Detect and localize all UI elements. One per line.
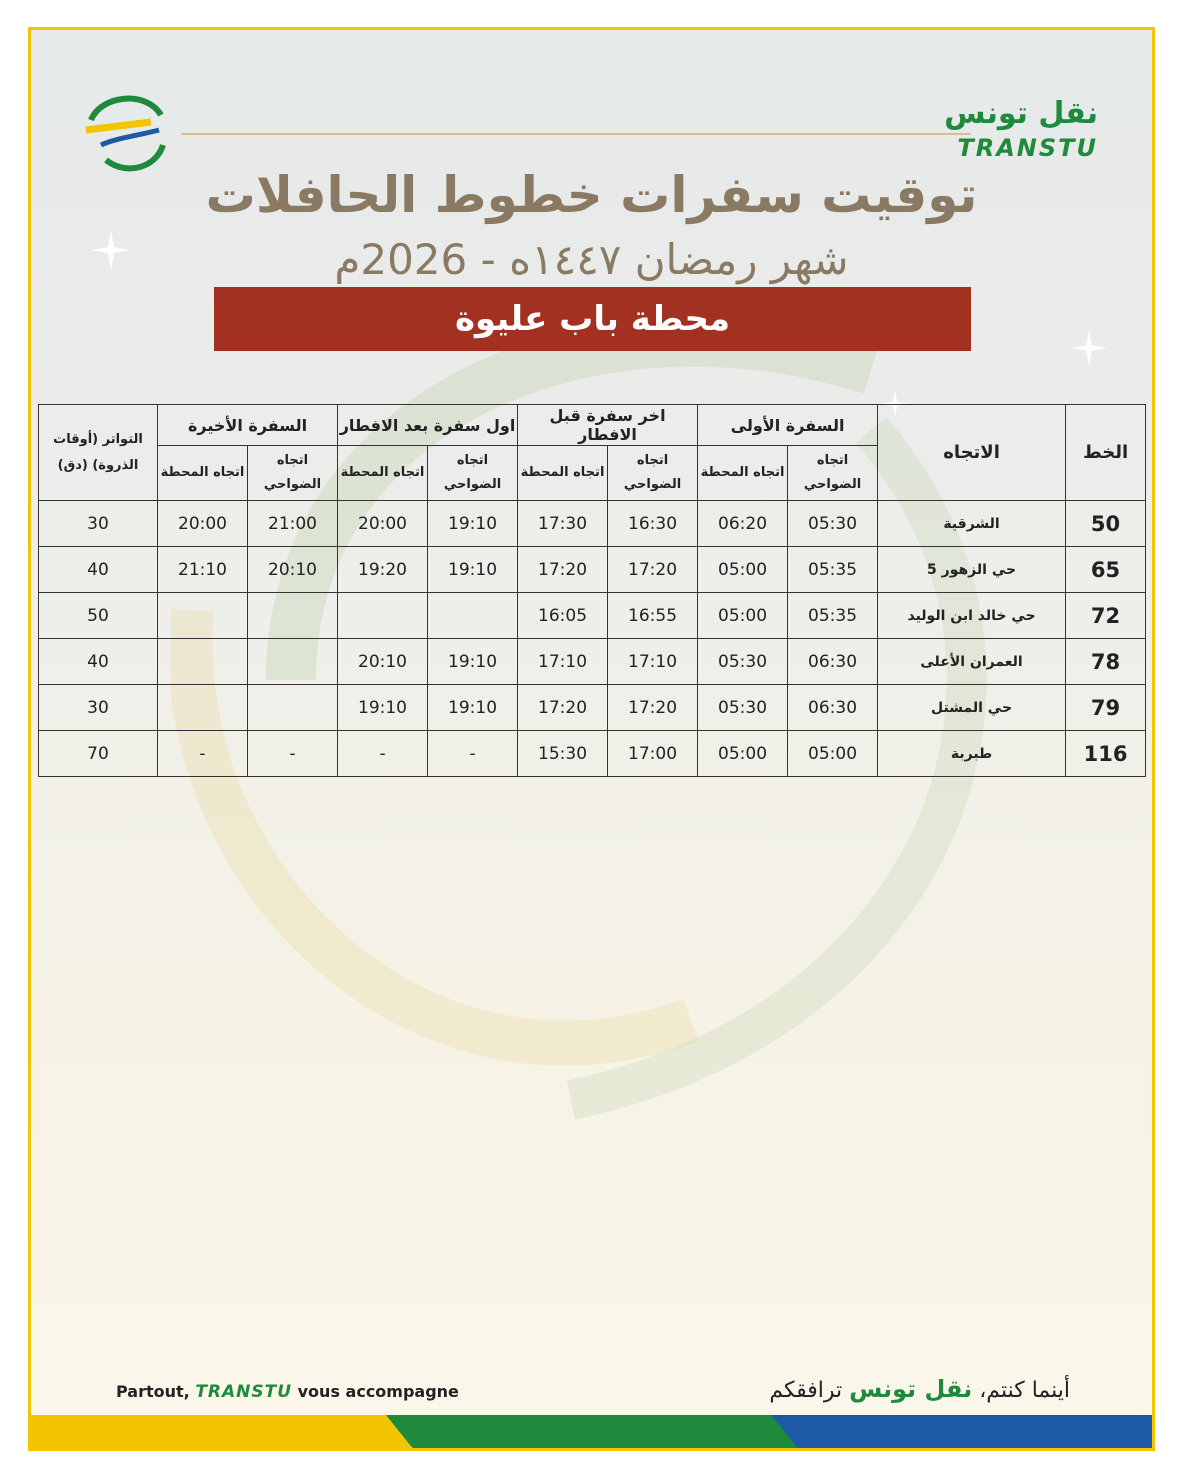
departure-time (248, 593, 338, 639)
footer-ar-brand: نقل تونس (849, 1375, 973, 1403)
departure-time: 20:10 (248, 547, 338, 593)
footer-fr-prefix: Partout, (116, 1382, 190, 1401)
subheader-station: اتجاه المحطة (158, 446, 248, 501)
footer-ar-prefix: أينما كنتم، (979, 1378, 1070, 1403)
departure-time (248, 685, 338, 731)
table-row (39, 501, 1146, 547)
departure-time (338, 593, 428, 639)
line-number: 72 (1066, 593, 1146, 639)
departure-time: 05:00 (698, 547, 788, 593)
table-row (39, 593, 1146, 639)
table-row (39, 639, 1146, 685)
sparkle-icon (1071, 330, 1107, 366)
departure-time: 06:30 (788, 685, 878, 731)
header-rule (181, 133, 971, 135)
table-row (39, 547, 1146, 593)
departure-time: 17:20 (518, 685, 608, 731)
departure-time: 05:30 (698, 639, 788, 685)
footer-fr-brand: TRANSTU (195, 1382, 293, 1402)
footer-slogan-fr (116, 1382, 459, 1402)
footer-slogan-ar (769, 1375, 1070, 1403)
frequency-value: 40 (39, 547, 158, 593)
line-number: 50 (1066, 501, 1146, 547)
header-group: السفرة الأخيرة (158, 405, 338, 446)
frequency-value: 40 (39, 639, 158, 685)
header-group: السفرة الأولى (698, 405, 878, 446)
departure-time: 20:00 (338, 501, 428, 547)
departure-time (428, 593, 518, 639)
line-number: 79 (1066, 685, 1146, 731)
subheader-station: اتجاه المحطة (338, 446, 428, 501)
departure-time: 21:10 (158, 547, 248, 593)
departure-time: 16:05 (518, 593, 608, 639)
departure-time: 05:35 (788, 593, 878, 639)
departure-time: - (158, 731, 248, 777)
direction-name: طبربة (878, 731, 1066, 777)
departure-time: 17:10 (608, 639, 698, 685)
departure-time: 17:20 (518, 547, 608, 593)
subheader-station: اتجاه المحطة (518, 446, 608, 501)
brand-latin: TRANSTU (957, 134, 1098, 162)
subheader-suburbs: اتجاه الضواحي (608, 446, 698, 501)
line-number: 65 (1066, 547, 1146, 593)
departure-time: 19:10 (428, 501, 518, 547)
footer-stripe-blue (771, 1415, 1152, 1448)
header-direction: الاتجاه (878, 405, 1066, 501)
departure-time: 20:10 (338, 639, 428, 685)
footer-fr-suffix: vous accompagne (297, 1382, 459, 1401)
departure-time (158, 639, 248, 685)
table-row (39, 685, 1146, 731)
poster (28, 27, 1155, 1451)
frequency-value: 30 (39, 501, 158, 547)
header-frequency: التواتر (أوقات الذروة) (دق) (39, 405, 158, 501)
table-row (39, 731, 1146, 777)
departure-time: - (428, 731, 518, 777)
departure-time: 19:10 (428, 639, 518, 685)
footer-ar-suffix: ترافقكم (769, 1378, 843, 1403)
subheader-station: اتجاه المحطة (698, 446, 788, 501)
departure-time: 06:30 (788, 639, 878, 685)
departure-time: 05:30 (698, 685, 788, 731)
departure-time: 17:10 (518, 639, 608, 685)
page-subtitle: شهر رمضان ١٤٤٧ه - 2026م (334, 235, 849, 284)
departure-time: 17:20 (608, 685, 698, 731)
station-name: محطة باب عليوة (454, 299, 731, 339)
page-title: توقيت سفرات خطوط الحافلات (205, 166, 978, 224)
departure-time: - (338, 731, 428, 777)
departure-time: 19:10 (428, 547, 518, 593)
departure-time: 06:20 (698, 501, 788, 547)
departure-time: 05:00 (698, 593, 788, 639)
departure-time: 15:30 (518, 731, 608, 777)
departure-time (158, 593, 248, 639)
departure-time: 20:00 (158, 501, 248, 547)
header-group: اول سفرة بعد الافطار (338, 405, 518, 446)
departure-time: 16:55 (608, 593, 698, 639)
frequency-value: 30 (39, 685, 158, 731)
departure-time: 05:00 (788, 731, 878, 777)
footer-stripe-yellow (31, 1415, 411, 1448)
departure-time: - (248, 731, 338, 777)
departure-time: 16:30 (608, 501, 698, 547)
departure-time: 17:00 (608, 731, 698, 777)
departure-time: 05:30 (788, 501, 878, 547)
departure-time: 19:10 (338, 685, 428, 731)
departure-time: 21:00 (248, 501, 338, 547)
departure-time: 17:30 (518, 501, 608, 547)
direction-name: حي المشتل (878, 685, 1066, 731)
departure-time: 19:20 (338, 547, 428, 593)
header-group: اخر سفرة قبل الافطار (518, 405, 698, 446)
line-number: 78 (1066, 639, 1146, 685)
brand-arabic: نقل تونس (944, 96, 1098, 131)
subheader-suburbs: اتجاه الضواحي (428, 446, 518, 501)
footer-stripe-green (386, 1415, 826, 1448)
departure-time: 05:35 (788, 547, 878, 593)
direction-name: حي الزهور 5 (878, 547, 1066, 593)
departure-time: 19:10 (428, 685, 518, 731)
line-number: 116 (1066, 731, 1146, 777)
frequency-value: 70 (39, 731, 158, 777)
departure-time (158, 685, 248, 731)
subheader-suburbs: اتجاه الضواحي (248, 446, 338, 501)
direction-name: الشرقية (878, 501, 1066, 547)
transtu-emblem-icon (81, 90, 167, 176)
direction-name: حي خالد ابن الوليد (878, 593, 1066, 639)
departure-time: 17:20 (608, 547, 698, 593)
header-line: الخط (1066, 405, 1146, 501)
subheader-suburbs: اتجاه الضواحي (788, 446, 878, 501)
direction-name: العمران الأعلى (878, 639, 1066, 685)
station-banner (214, 287, 971, 351)
frequency-value: 50 (39, 593, 158, 639)
schedule-table (38, 404, 1146, 777)
departure-time: 05:00 (698, 731, 788, 777)
departure-time (248, 639, 338, 685)
